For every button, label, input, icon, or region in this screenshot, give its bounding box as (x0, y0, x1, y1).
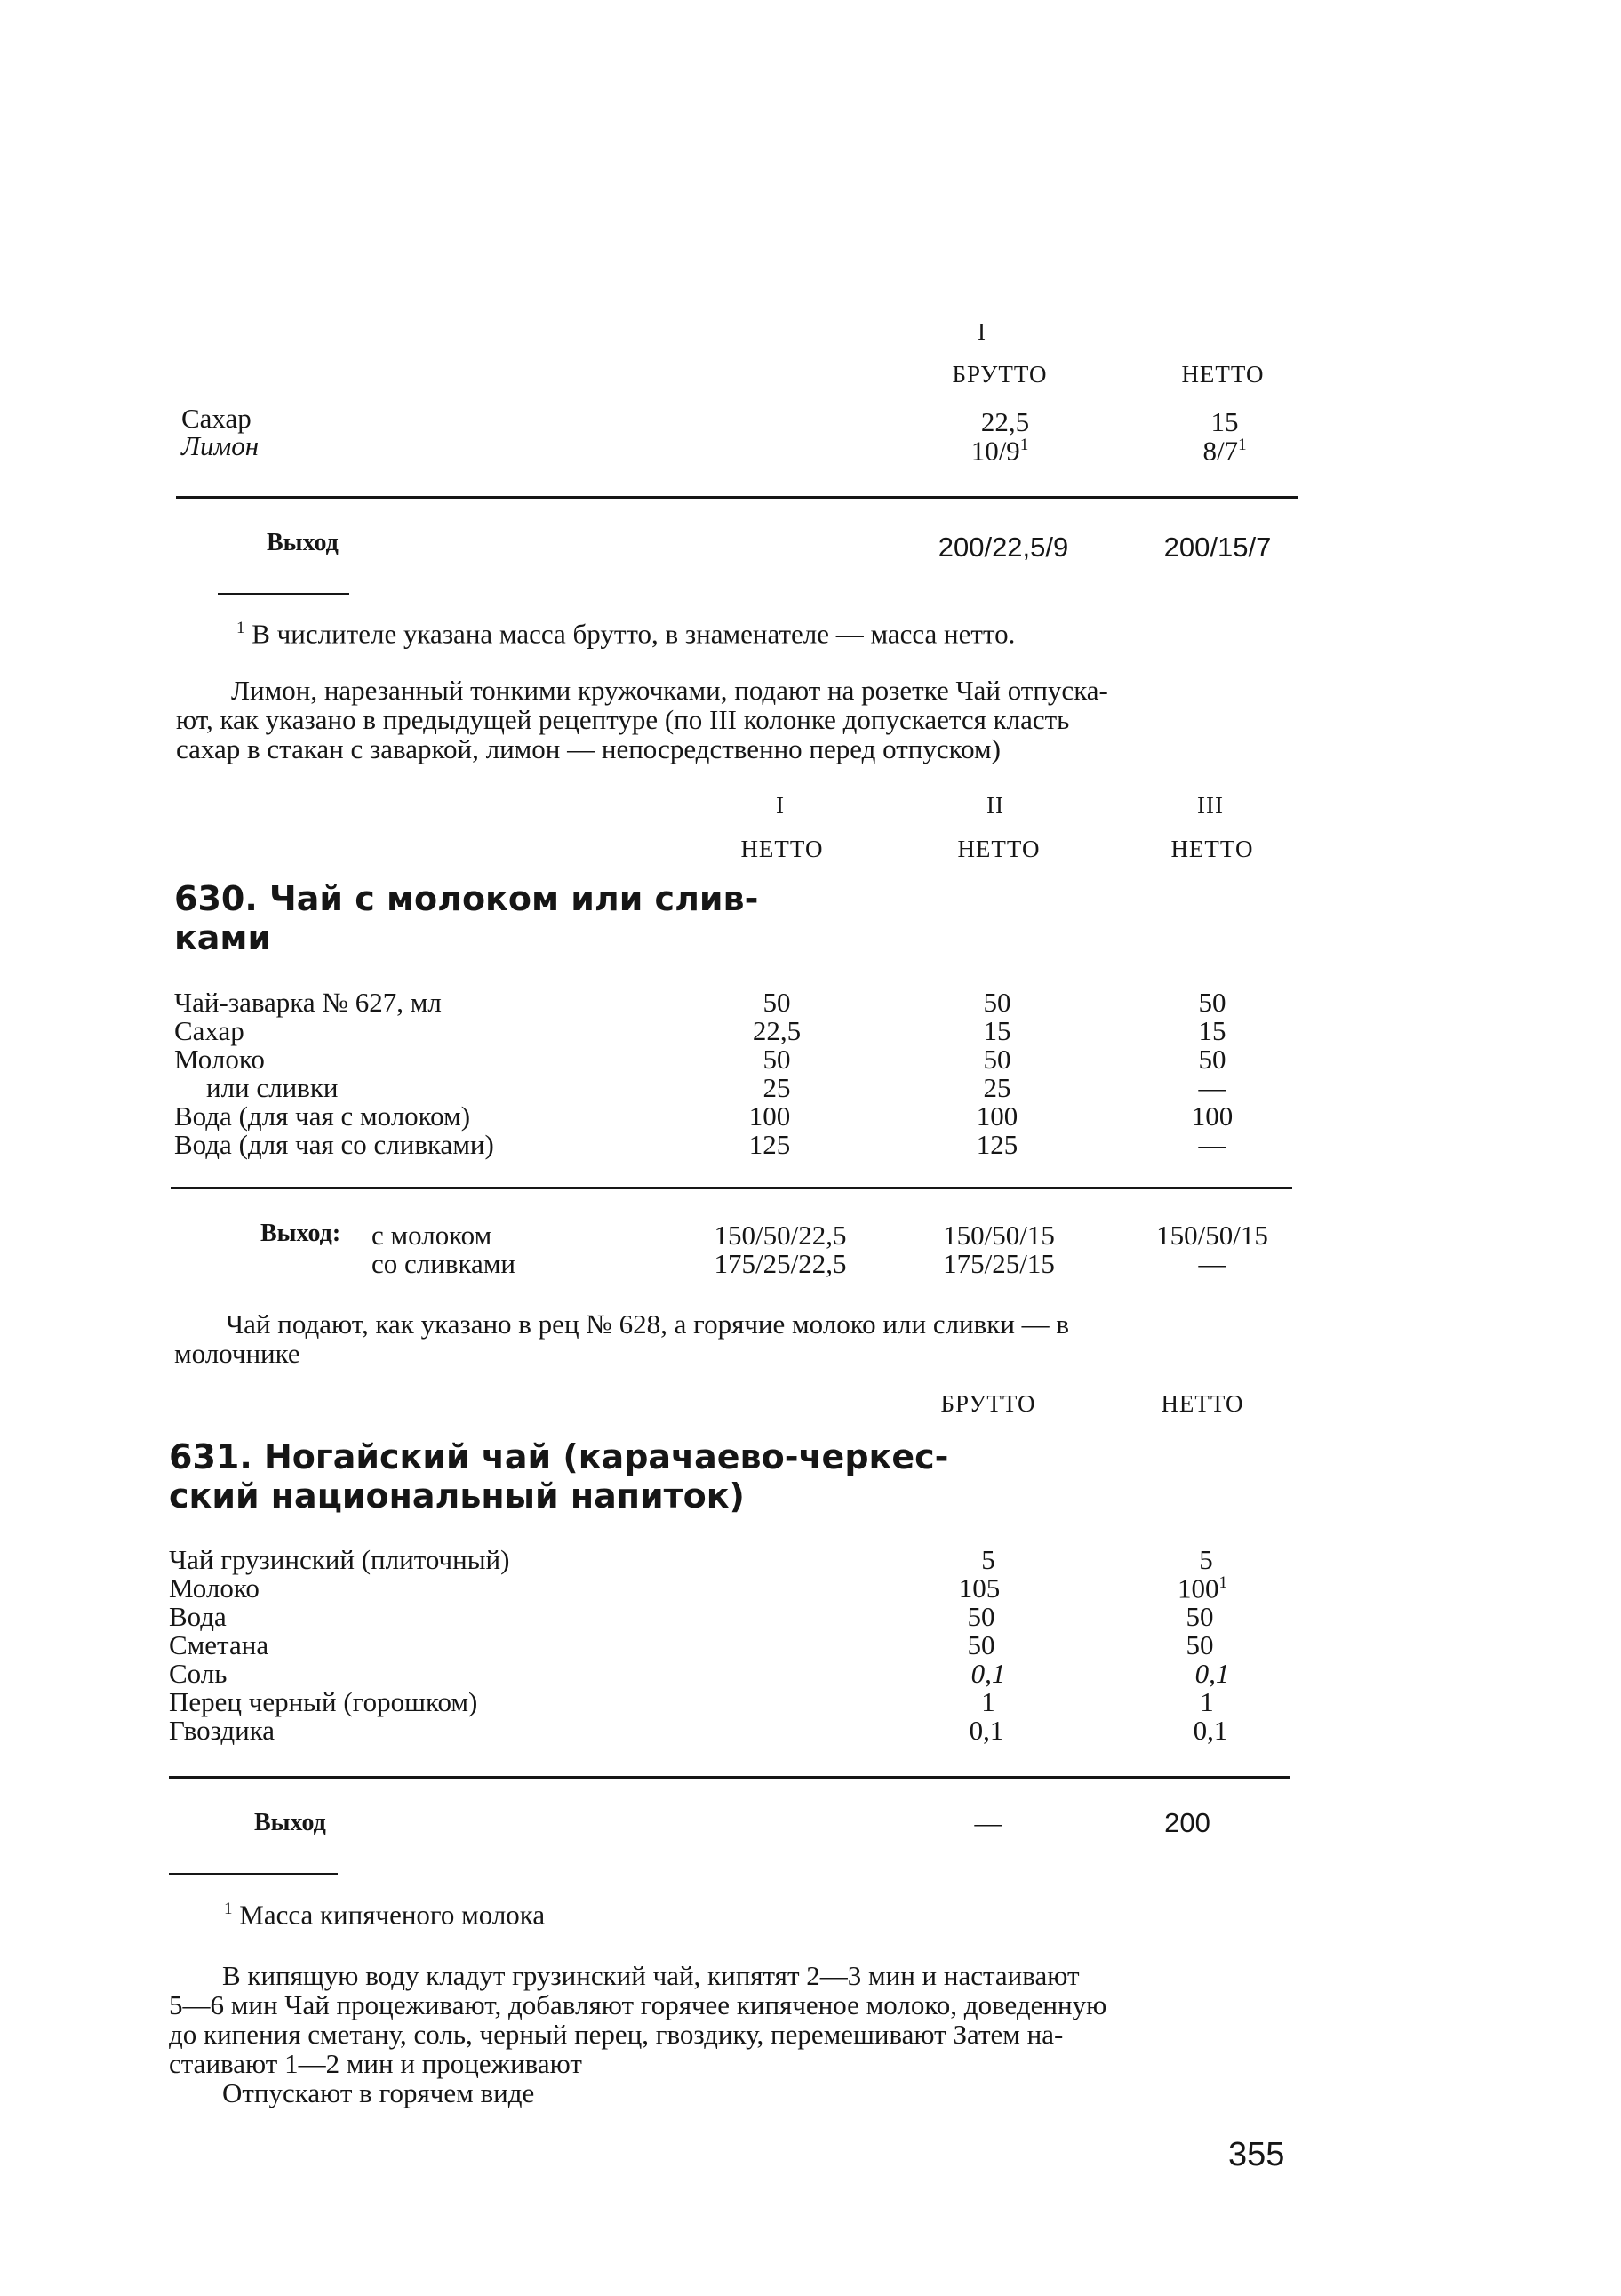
netto-header: НЕТТО (1181, 361, 1265, 388)
output-netto: 200/15/7 (1163, 532, 1272, 563)
ingredient-name: Вода (169, 1601, 227, 1632)
value-col1: 22,5 (752, 1015, 802, 1046)
column-number-header: III (1197, 792, 1224, 819)
ingredient-name: Сахар (181, 403, 252, 434)
column-number-header: II (986, 792, 1004, 819)
footnote-separator (218, 593, 349, 595)
output-netto: 200 (1164, 1807, 1210, 1838)
netto-header: НЕТТО (1170, 836, 1254, 862)
output-brutto: — (974, 1807, 1002, 1838)
output-col3: — (1198, 1248, 1226, 1279)
brutto-value: 22,5 (980, 406, 1030, 437)
output-col1: 150/50/22,5 (714, 1220, 847, 1251)
value-col3: — (1198, 1072, 1226, 1103)
recipe-title: 630. Чай с молоком или слив- (174, 879, 759, 918)
brutto-value: 105 (958, 1572, 1001, 1604)
output-col2: 175/25/15 (943, 1248, 1055, 1279)
brutto-header: БРУТТО (952, 361, 1048, 388)
output-variant: со сливками (371, 1248, 516, 1279)
brutto-value: 0,1 (969, 1715, 1004, 1746)
serving-instructions: Лимон, нарезанный тонкими кружочками, подают на розетке Чай отпуска- ют, как указано в предыдущей рецептуре (по III колонке допускается класть сахар в стакан с заваркой, лимон — непосредственно перед отпуском) (176, 675, 1108, 764)
netto-value: 50 (1186, 1629, 1214, 1660)
brutto-value: 0,1 (970, 1658, 1006, 1689)
brutto-value: 50 (967, 1601, 995, 1632)
output-col2: 150/50/15 (943, 1220, 1055, 1251)
value-col3: 15 (1198, 1015, 1226, 1046)
ingredient-name: Перец черный (горошком) (169, 1686, 478, 1717)
output-label: Выход: (260, 1220, 341, 1247)
netto-header: НЕТТО (740, 836, 824, 862)
output-label: Выход (267, 529, 339, 556)
recipe-title-continued: ский национальный напиток) (169, 1476, 745, 1516)
output-col1: 175/25/22,5 (714, 1248, 847, 1279)
table-divider (171, 1187, 1292, 1189)
value-col1: 50 (763, 987, 791, 1018)
ingredient-name: Вода (для чая со сливками) (174, 1129, 494, 1160)
brutto-value: 5 (981, 1544, 995, 1575)
preparation-instructions: В кипящую воду кладут грузинский чай, кипятят 2—3 мин и настаивают 5—6 мин Чай процеживают, добавляют горячее кипяченое молоко, доведенную до кипения сметану, соль, черный перец, гвоздику, перемешивают Затем на- стаивают 1—2 мин и процеживают Отпускают в горячем виде (169, 1960, 1107, 2108)
value-col1: 100 (748, 1100, 791, 1132)
value-col2: 125 (976, 1129, 1018, 1160)
ingredient-name: Молоко (174, 1044, 265, 1075)
value-col3: 100 (1191, 1100, 1234, 1132)
value-col2: 15 (983, 1015, 1011, 1046)
netto-value: 0,1 (1193, 1715, 1228, 1746)
netto-header: НЕТТО (1161, 1390, 1244, 1417)
netto-value: 0,1 (1194, 1658, 1230, 1689)
page-number: 355 (1228, 2136, 1285, 2173)
ingredient-name: Молоко (169, 1572, 260, 1604)
value-col2: 25 (983, 1072, 1011, 1103)
serving-instructions: Чай подают, как указано в рец № 628, а горячие молоко или сливки — в молочнике (174, 1308, 1070, 1369)
ingredient-name: Сахар (174, 1015, 244, 1046)
value-col2: 50 (983, 987, 1011, 1018)
brutto-header: БРУТТО (940, 1390, 1036, 1417)
output-col3: 150/50/15 (1156, 1220, 1268, 1251)
netto-value: 50 (1186, 1601, 1214, 1632)
netto-value: $8/7^1$ (1202, 435, 1247, 467)
ingredient-name: или сливки (206, 1072, 339, 1103)
recipe-title: 631. Ногайский чай (карачаево-черкес- (169, 1437, 949, 1476)
column-number-header: I (978, 318, 986, 345)
value-col1: 25 (763, 1072, 791, 1103)
table-divider (176, 496, 1298, 499)
footnote: $^1$ Масса кипяченого молока (224, 1899, 546, 1931)
output-label: Выход (254, 1809, 326, 1836)
value-col1: 50 (763, 1044, 791, 1075)
value-col3: 50 (1198, 1044, 1226, 1075)
netto-value: 1 (1200, 1686, 1214, 1717)
value-col2: 50 (983, 1044, 1011, 1075)
footnote-separator (169, 1873, 338, 1875)
output-brutto: 200/22,5/9 (938, 532, 1069, 563)
brutto-value: 1 (981, 1686, 995, 1717)
ingredient-name: Чай-заварка № 627, мл (174, 987, 442, 1018)
netto-value: 5 (1199, 1544, 1213, 1575)
table-divider (169, 1776, 1290, 1779)
netto-header: НЕТТО (957, 836, 1041, 862)
brutto-value: $10/9^1$ (970, 435, 1029, 467)
output-variant: с молоком (371, 1220, 492, 1251)
ingredient-name: Лимон (181, 430, 260, 461)
ingredient-name: Вода (для чая с молоком) (174, 1100, 471, 1132)
ingredient-name: Чай грузинский (плиточный) (169, 1544, 510, 1575)
netto-value: $100^1$ (1178, 1572, 1227, 1604)
ingredient-name: Гвоздика (169, 1715, 275, 1746)
value-col1: 125 (748, 1129, 791, 1160)
ingredient-name: Соль (169, 1658, 228, 1689)
brutto-value: 50 (967, 1629, 995, 1660)
value-col3: — (1198, 1129, 1226, 1160)
footnote: $^1$ В числителе указана масса брутто, в знаменателе — масса нетто. (236, 618, 1016, 650)
netto-value: 15 (1210, 406, 1239, 437)
column-number-header: I (776, 792, 785, 819)
value-col3: 50 (1198, 987, 1226, 1018)
value-col2: 100 (976, 1100, 1018, 1132)
ingredient-name: Сметана (169, 1629, 269, 1660)
recipe-title-continued: ками (174, 918, 272, 957)
